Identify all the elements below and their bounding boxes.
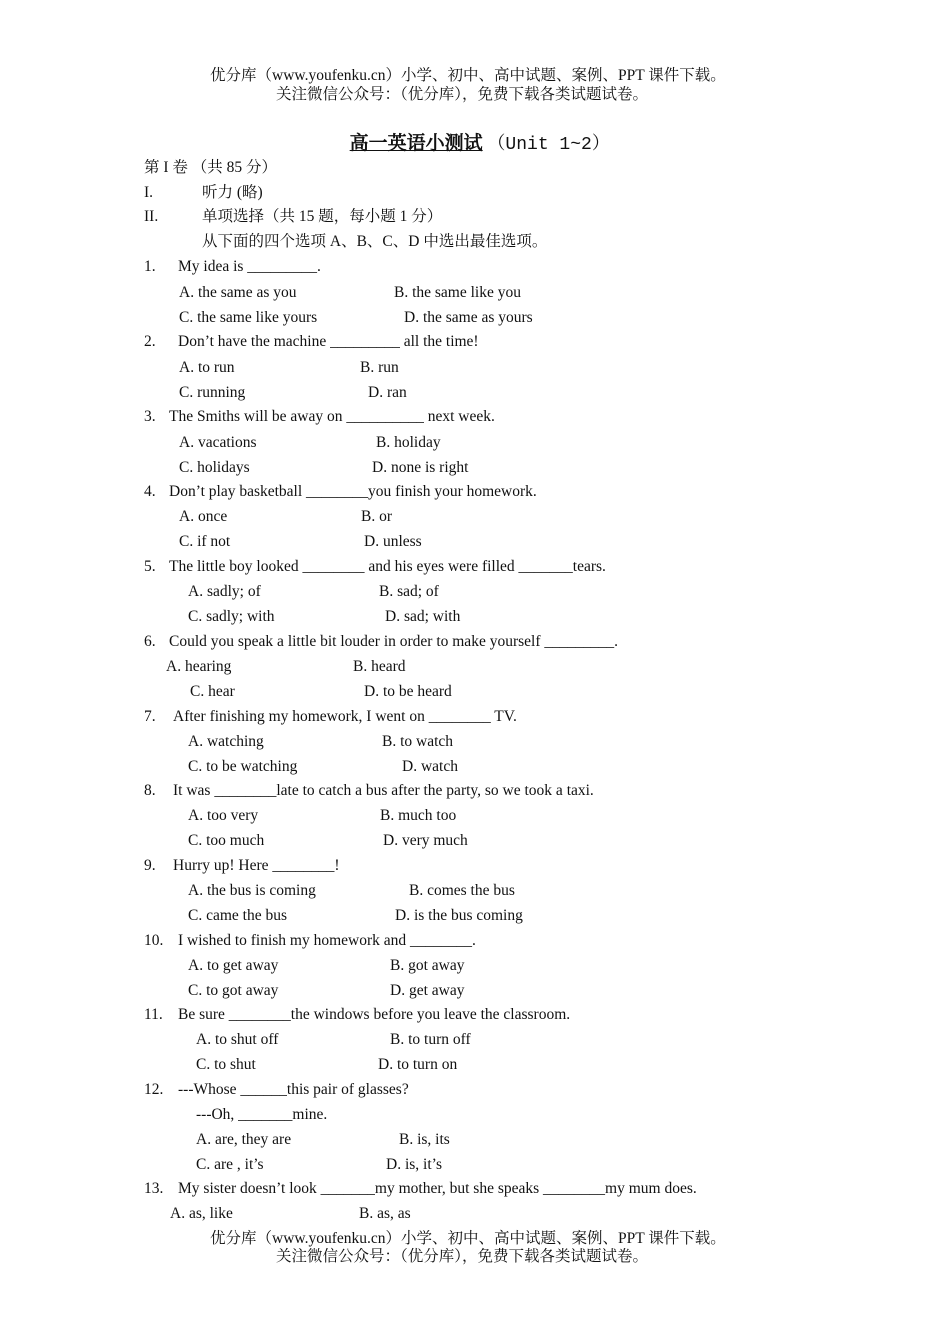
option-a: A. watching xyxy=(188,733,264,750)
question-number: 1. xyxy=(144,258,156,275)
option-b: B. is, its xyxy=(399,1131,450,1148)
question-number: 8. xyxy=(144,782,156,799)
question-number: 13. xyxy=(144,1180,164,1197)
option-c: C. sadly; with xyxy=(188,608,275,625)
option-a: A. the bus is coming xyxy=(188,882,316,899)
option-b: B. holiday xyxy=(376,434,441,451)
option-b: B. to watch xyxy=(382,733,454,750)
option-b: B. comes the bus xyxy=(409,882,515,899)
option-c: C. running xyxy=(179,384,246,401)
question-number: 2. xyxy=(144,333,156,350)
option-c: C. holidays xyxy=(179,459,250,476)
question-number: 7. xyxy=(144,708,156,725)
option-a: A. too very xyxy=(188,807,259,824)
option-c: C. too much xyxy=(188,832,265,849)
option-a: A. are, they are xyxy=(196,1131,292,1148)
question-number: 3. xyxy=(144,408,156,425)
title-main: 高一英语小测试 xyxy=(349,133,483,154)
question-stem: Could you speak a little bit louder in order to make yourself _________. xyxy=(169,633,618,650)
question-number: 9. xyxy=(144,857,156,874)
section-i-text: 听力 (略) xyxy=(202,184,263,201)
option-d: D. none is right xyxy=(372,459,469,476)
question-number: 5. xyxy=(144,558,156,575)
option-a: A. the same as you xyxy=(179,284,297,301)
question-stem: Don’t play basketball ________you finish your homework. xyxy=(169,483,537,500)
section-ii-text: 单项选择（共 15 题，每小题 1 分） xyxy=(202,208,443,225)
question-stem: It was ________late to catch a bus after the party, so we took a taxi. xyxy=(173,782,594,799)
option-d: D. the same as yours xyxy=(404,309,533,326)
header-line-1: 优分库（www.youfenku.cn）小学、初中、高中试题、案例、PPT 课件下载。 xyxy=(210,67,726,84)
question-number: 10. xyxy=(144,932,164,949)
question-stem: The little boy looked ________ and his eyes were filled _______tears. xyxy=(169,558,606,575)
question-stem: My idea is _________. xyxy=(178,258,321,275)
footer-line-1: 优分库（www.youfenku.cn）小学、初中、高中试题、案例、PPT 课件下载。 xyxy=(210,1230,726,1247)
option-d: D. ran xyxy=(368,384,407,401)
option-d: D. to be heard xyxy=(364,683,452,700)
question-stem: Hurry up! Here ________! xyxy=(173,857,340,874)
footer-line-2: 关注微信公众号：（优分库），免费下载各类试题试卷。 xyxy=(276,1248,649,1265)
option-d: D. get away xyxy=(390,982,465,999)
option-a: A. to shut off xyxy=(196,1031,279,1048)
question-stem-reply: ---Oh, _______mine. xyxy=(196,1106,328,1123)
title-sub: （Unit 1~2） xyxy=(487,135,610,155)
question-number: 6. xyxy=(144,633,156,650)
instruction: 从下面的四个选项 A、B、C、D 中选出最佳选项。 xyxy=(202,233,548,250)
option-b: B. sad; of xyxy=(379,583,439,600)
question-number: 11. xyxy=(144,1006,163,1023)
section-ii-number: II. xyxy=(144,208,159,225)
part-heading: 第 I 卷 （共 85 分） xyxy=(144,159,278,176)
question-stem: My sister doesn’t look _______my mother, but she speaks ________my mum does. xyxy=(178,1180,697,1197)
option-a: A. to get away xyxy=(188,957,279,974)
option-d: D. watch xyxy=(402,758,458,775)
option-a: A. vacations xyxy=(179,434,257,451)
question-stem: The Smiths will be away on __________ next week. xyxy=(169,408,495,425)
question-stem: ---Whose ______this pair of glasses? xyxy=(178,1081,409,1098)
option-a: A. hearing xyxy=(166,658,232,675)
question-stem: After finishing my homework, I went on ________ TV. xyxy=(173,708,517,725)
option-a: A. sadly; of xyxy=(188,583,261,600)
option-b: B. to turn off xyxy=(390,1031,471,1048)
option-c: C. if not xyxy=(179,533,231,550)
question-stem: Don’t have the machine _________ all the time! xyxy=(178,333,479,350)
page-title xyxy=(0,108,950,157)
option-c: C. came the bus xyxy=(188,907,288,924)
header-line-2: 关注微信公众号：（优分库），免费下载各类试题试卷。 xyxy=(276,86,649,103)
option-b: B. got away xyxy=(390,957,465,974)
option-c: C. to got away xyxy=(188,982,279,999)
option-a: A. to run xyxy=(179,359,235,376)
option-d: D. unless xyxy=(364,533,422,550)
question-number: 4. xyxy=(144,483,156,500)
option-a: A. as, like xyxy=(170,1205,233,1222)
option-c: C. to shut xyxy=(196,1056,256,1073)
option-c: C. hear xyxy=(190,683,235,700)
option-c: C. to be watching xyxy=(188,758,298,775)
question-stem: Be sure ________the windows before you leave the classroom. xyxy=(178,1006,571,1023)
option-a: A. once xyxy=(179,508,228,525)
option-b: B. much too xyxy=(380,807,457,824)
option-d: D. is, it’s xyxy=(386,1156,442,1173)
option-b: B. run xyxy=(360,359,399,376)
question-stem: I wished to finish my homework and ________. xyxy=(178,932,476,949)
option-b: B. the same like you xyxy=(394,284,521,301)
option-b: B. heard xyxy=(353,658,406,675)
question-number: 12. xyxy=(144,1081,164,1098)
option-c: C. the same like yours xyxy=(179,309,318,326)
section-i-number: I. xyxy=(144,184,154,201)
option-d: D. to turn on xyxy=(378,1056,458,1073)
option-b: B. as, as xyxy=(359,1205,411,1222)
option-d: D. sad; with xyxy=(385,608,461,625)
option-c: C. are , it’s xyxy=(196,1156,264,1173)
option-d: D. very much xyxy=(383,832,468,849)
option-d: D. is the bus coming xyxy=(395,907,523,924)
option-b: B. or xyxy=(361,508,392,525)
